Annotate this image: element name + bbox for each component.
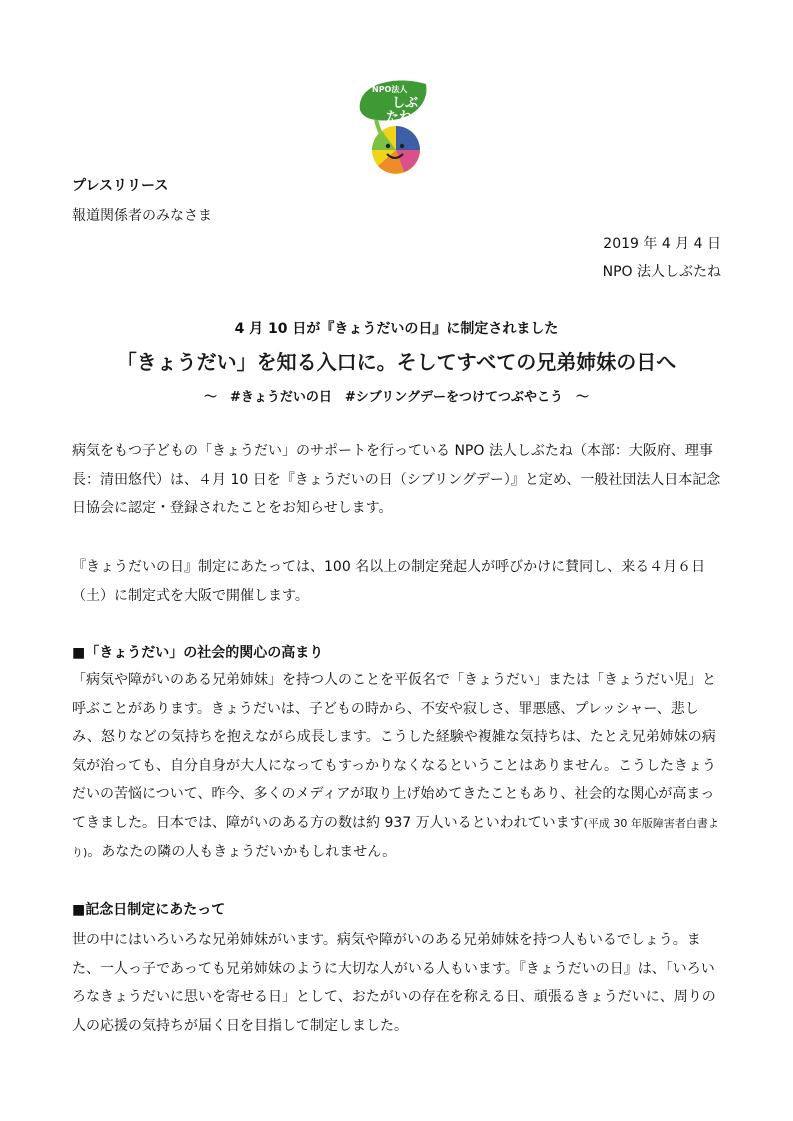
- logo-text-tane: たね: [386, 110, 413, 125]
- logo-text-shibu: しぶ: [392, 96, 419, 111]
- section-body-tail: 。あなたの隣の人もきょうだいかもしれません。: [87, 844, 397, 860]
- source-note: (平成 30 年版障害者白書より): [72, 816, 719, 859]
- section-body-text: 「病気や障がいのある兄弟姉妹」を持つ人のことを平仮名で「きょうだい」または「きょうだい児」と呼ぶことがあります。きょうだいは、子どもの時から、不安や寂しさ、罪悪感、プレッシャー、悲しみ、怒りなどの気持ちを抱えながら成長します。こうした経験や複雑な気持ちは、たとえ兄弟姉妹の病気が治っても、自分自身が大人になってもすっかりなくなるということはありません。こうしたきょうだいの苦悩について、昨今、多くのメディアが取り上げ始めてきたこともあり、社会的な関心が高まってきました。日本では、障がいのある方の数は約 937 万人いるといわれています: [72, 672, 716, 831]
- section-body-commemoration: 世の中にはいろいろな兄弟姉妹がいます。病気や障がいのある兄弟姉妹を持つ人もいるでしょう。また、一人っ子であっても兄弟姉妹のように大切な人がいる人もいます。『きょうだいの日』は、「いろいろなきょうだいに思いを寄せる日」として、おたがいの存在を称える日、頑張るきょうだいに、周りの人の応援の気持ちが届く日を目指して制定しました。: [72, 932, 716, 1034]
- press-release-label: プレスリリース: [72, 178, 169, 194]
- intro-paragraph: 病気をもつ子どもの「きょうだい」のサポートを行っている NPO 法人しぶたね（本部：大阪府、理事長：清田悠代）は、４月 10 日を『きょうだいの日（シブリングデー）』と定め、一般社団法人日本記念日協会に認定・登録されたことをお知らせします。: [72, 443, 721, 516]
- release-date: 2019 年 4 月 4 日: [603, 236, 721, 252]
- section-heading-social-interest: ■「きょうだい」の社会的関心の高まり: [72, 645, 324, 661]
- section-body-social-interest: [72, 666, 722, 868]
- ceremony-paragraph: 『きょうだいの日』制定にあたっては、100 名以上の制定発起人が呼びかけに賛同し、来る４月６日（土）に制定式を大阪で開催します。: [72, 559, 706, 604]
- organization-name: NPO 法人しぶたね: [602, 264, 721, 280]
- title-main: 「きょうだい」を知る入口に。そしてすべての兄弟姉妹の日へ: [116, 350, 677, 374]
- organization-logo: [352, 76, 432, 176]
- logo-text-npo: NPO法人: [372, 85, 408, 94]
- addressee-line: 報道関係者のみなさま: [72, 208, 212, 224]
- section-heading-commemoration: ■記念日制定にあたって: [72, 902, 226, 918]
- title-announcement: 4 月 10 日が『きょうだいの日』に制定されました: [234, 321, 559, 337]
- title-hashtags: ～ #きょうだいの日 #シブリングデーをつけてつぶやこう ～: [203, 390, 589, 405]
